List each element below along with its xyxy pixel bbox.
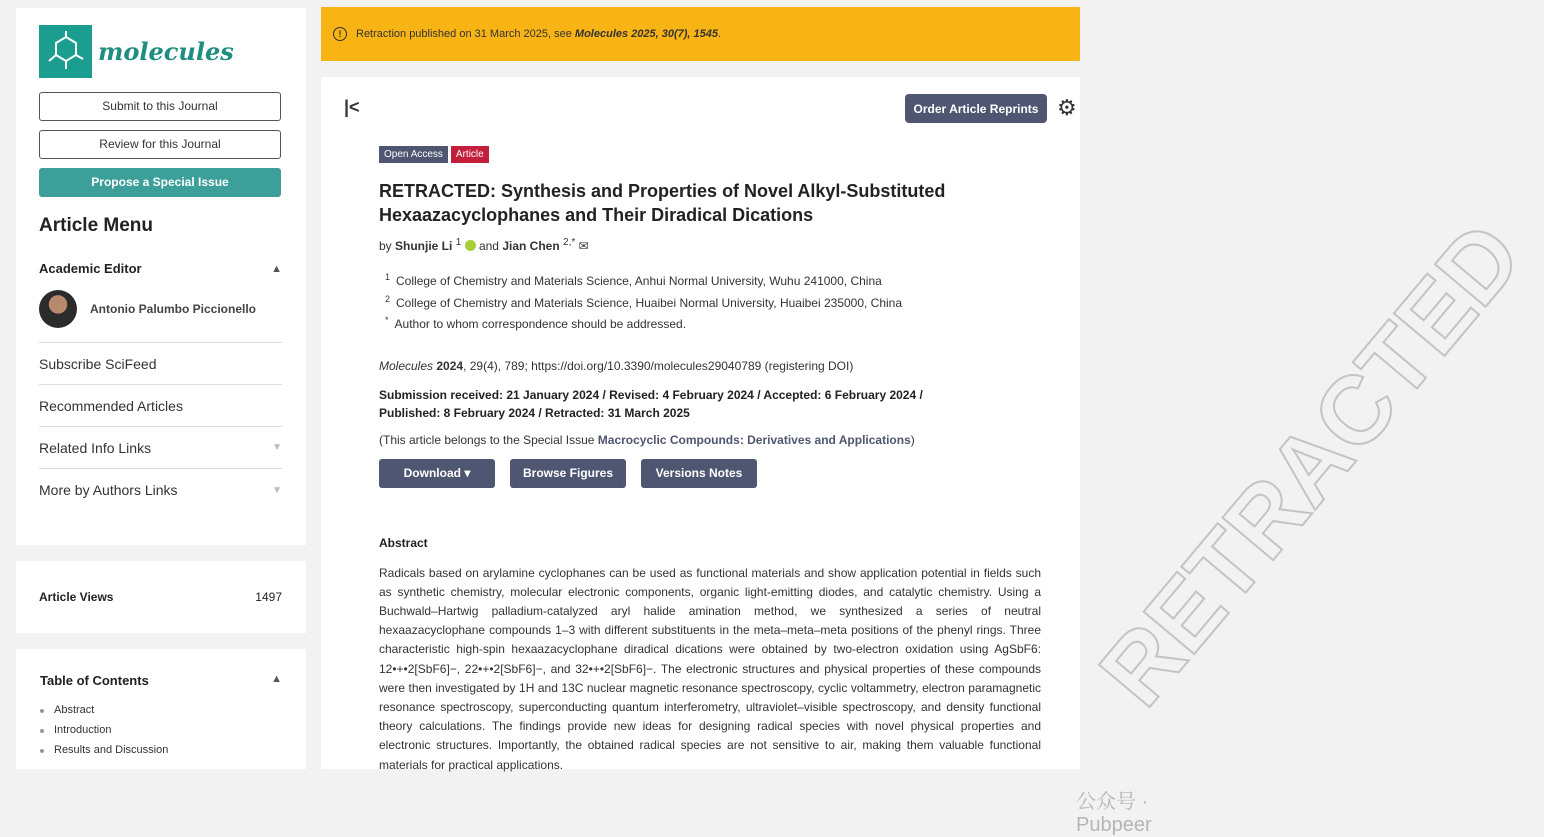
article-title: RETRACTED: Synthesis and Properties of Novel Alkyl-Substituted Hexaazacyclophanes and Their Diradical Dications (379, 181, 946, 225)
article-views-label: Article Views (39, 590, 114, 604)
article-dates (379, 386, 1041, 422)
toc-item-abstract[interactable]: Abstract (40, 704, 282, 724)
article-content (379, 146, 1041, 775)
affiliation-text: Author to whom correspondence should be addressed. (394, 317, 687, 331)
collapse-sidebar-icon[interactable]: |< (344, 97, 360, 117)
article-type-badge: Article (451, 146, 489, 163)
affiliations (385, 272, 1041, 337)
retraction-prefix: Retraction published on 31 March 2025, see (356, 28, 575, 40)
open-access-badge: Open Access (379, 146, 448, 163)
special-prefix: (This article belongs to the Special Issue (379, 432, 598, 447)
retracted-watermark: RETRACTED (1079, 203, 1543, 726)
download-button[interactable] (379, 459, 495, 488)
chevron-down-icon: ▾ (464, 466, 471, 480)
retraction-suffix: . (718, 28, 722, 40)
retraction-link[interactable]: Molecules 2025, 30(7), 1545 (574, 28, 719, 40)
abstract-text: Radicals based on arylamine cyclophanes can be used as functional materials and show application potential in fields such as synthetic chemistry, molecular electronic components, organic light-emitting diodes, and catalytic chemistry. Using a Buchwald–Hartwig palladium-catalyzed aryl halide amination method, we synthesized a series of neutral hexaazacyclophane compounds 1–3 with different substituents in the meta–meta–meta positions of the phenyl rings. Three characteristic high-spin hexaazacyclophane diradical dications were obtained by two-electron oxidation using AgSbF6: 12•+•2[SbF6]−, 22•+•2[SbF6]−, and 32•+•2[SbF6]−. The electronic structures and physical properties of these compounds were then investigated by 1H and 13C nuclear magnetic resonance spectroscopy, cyclic voltammetry, electron paramagnetic resonance spectroscopy, superconducting quantum interferometry, ultraviolet–visible spectroscopy, and density functional theory calculations. The findings provide new ideas for designing radical species with novel physical properties and electronic structures. Importantly, the obtained radical species are not sensitive to air, making them valuable functional materials for practical applications. (379, 565, 1041, 772)
sidebar-item-label: More by Authors Links (39, 482, 178, 498)
special-issue (379, 433, 1041, 447)
article-views-count: 1497 (255, 590, 282, 604)
table-of-contents-card (16, 649, 306, 769)
article-menu-card (16, 8, 306, 545)
avatar (39, 290, 77, 328)
download-label: Download (403, 466, 461, 480)
affiliation-item (385, 272, 1041, 294)
sidebar-item-more-by-authors[interactable] (39, 469, 282, 511)
chevron-up-icon: ▲ (271, 673, 282, 685)
affiliation-sup: 1 (385, 272, 391, 282)
retraction-text (356, 28, 721, 40)
affiliation-sup: 2 (385, 293, 391, 304)
citation (379, 359, 1041, 373)
gear-icon[interactable]: ⚙ (1057, 95, 1077, 120)
author-sup: 1 (455, 237, 462, 248)
retraction-banner (321, 7, 1080, 61)
academic-editor-heading: Academic Editor (39, 261, 142, 276)
sidebar (16, 8, 306, 769)
special-issue-link[interactable]: Macrocyclic Compounds: Derivatives and Applications (597, 432, 911, 447)
author-name[interactable]: Jian Chen (502, 239, 560, 253)
versions-notes-button[interactable]: Versions Notes (641, 459, 757, 488)
info-icon: ! (333, 27, 347, 41)
registering-doi: (registering DOI) (764, 358, 854, 373)
toc-title: Table of Contents (40, 673, 149, 688)
chevron-up-icon: ▲ (271, 262, 282, 275)
doi-link[interactable]: , 29(4), 789; https://doi.org/10.3390/molecules29040789 (463, 358, 762, 373)
author-sup: 2,* (563, 237, 576, 248)
source-watermark: 公众号 · Pubpeer (1076, 791, 1152, 836)
sidebar-item-label: Subscribe SciFeed (39, 355, 157, 372)
academic-editor-toggle[interactable] (39, 261, 282, 276)
sidebar-item-recommended-articles[interactable] (39, 385, 282, 427)
sidebar-item-subscribe-scifeed[interactable] (39, 343, 282, 385)
molecules-logo-icon (39, 25, 92, 78)
chevron-down-icon: ▼ (272, 442, 282, 453)
toc-list (40, 704, 282, 764)
submit-journal-button[interactable]: Submit to this Journal (39, 92, 281, 121)
article-actions (379, 459, 1041, 488)
dates-line: Submission received: 21 January 2024 / Revised: 4 February 2024 / Accepted: 6 February 2024 / (379, 387, 923, 402)
article-menu-title: Article Menu (39, 215, 154, 236)
journal-name: Molecules (379, 358, 434, 373)
journal-logo[interactable] (39, 24, 282, 78)
author-line: by Shunjie Li $^1$ and Jian Chen $^{2,*}$ ✉ (379, 237, 589, 253)
logo-text: molecules (98, 36, 234, 66)
affiliation-sup: * (385, 315, 389, 325)
sidebar-item-label: Recommended Articles (39, 397, 183, 414)
chevron-down-icon: ▼ (272, 484, 282, 496)
affiliation-text: College of Chemistry and Materials Science, Anhui Normal University, Wuhu 241000, China (396, 274, 882, 288)
editor-name[interactable]: Antonio Palumbo Piccionello (90, 302, 257, 316)
academic-editor (39, 290, 282, 343)
propose-special-issue-button[interactable]: Propose a Special Issue (39, 168, 281, 197)
special-suffix: ) (910, 432, 915, 447)
browse-figures-button[interactable]: Browse Figures (510, 459, 626, 488)
article-views-card (16, 561, 306, 633)
dates-line: Published: 8 February 2024 / Retracted: 31 March 2025 (379, 405, 690, 420)
orcid-icon[interactable] (465, 240, 476, 251)
citation-year: 2024 (436, 358, 464, 373)
order-reprints-button[interactable]: Order Article Reprints (905, 94, 1047, 123)
abstract-heading: Abstract (379, 535, 428, 550)
review-journal-button[interactable]: Review for this Journal (39, 130, 281, 159)
article-badges (379, 146, 1041, 163)
toc-item-introduction[interactable]: Introduction (40, 724, 282, 744)
author-name[interactable]: Shunjie Li (395, 239, 453, 253)
affiliation-item (385, 315, 1041, 337)
toc-item-results[interactable]: Results and Discussion (40, 744, 282, 764)
sidebar-links (39, 343, 282, 511)
toc-toggle[interactable] (40, 673, 282, 688)
sidebar-item-related-info-links[interactable] (39, 427, 282, 469)
email-icon[interactable]: ✉ (578, 239, 589, 253)
article-main (321, 77, 1543, 836)
sidebar-item-label: Related Info Links (39, 439, 152, 456)
affiliation-item (385, 294, 1041, 316)
affiliation-text: College of Chemistry and Materials Science, Huaibei Normal University, Huaibei 235000, China (396, 295, 903, 310)
